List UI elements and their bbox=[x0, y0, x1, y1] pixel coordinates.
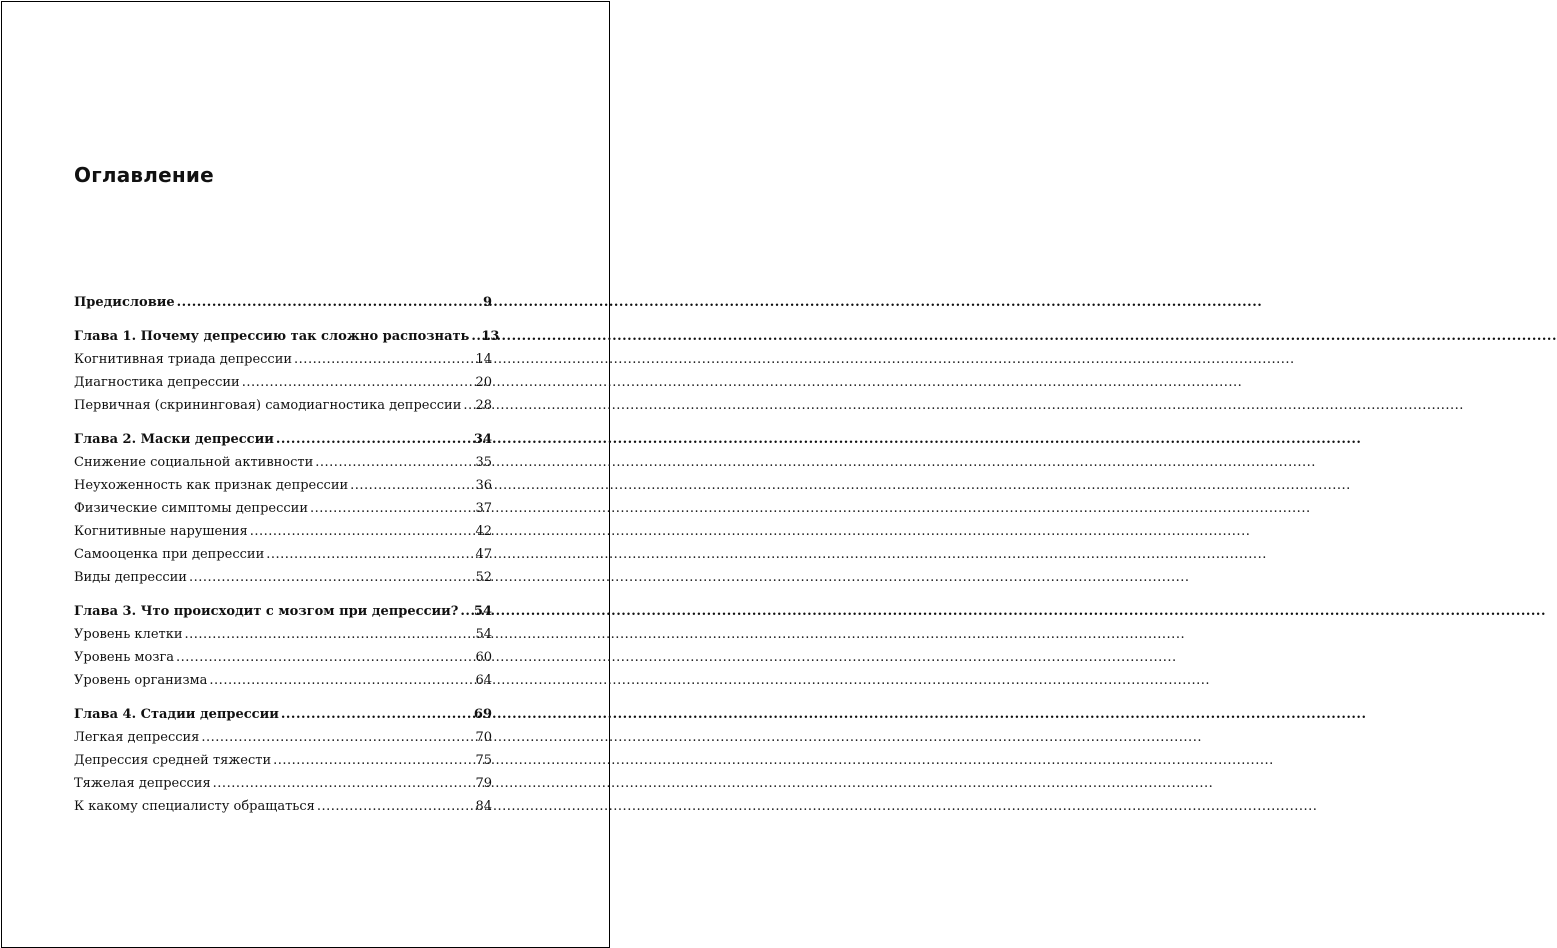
toc-entry-page: 13 bbox=[481, 329, 500, 344]
toc-entry-title: Первичная (скрининговая) самодиагностика депрессии bbox=[74, 398, 462, 413]
toc-entry-page: 47 bbox=[475, 547, 492, 562]
toc-entry-section[interactable] bbox=[74, 394, 492, 417]
toc-entry-page: 69 bbox=[473, 707, 492, 722]
dot-leader bbox=[189, 566, 473, 589]
dot-leader bbox=[201, 726, 473, 749]
toc-entry-section[interactable] bbox=[74, 543, 492, 566]
toc-entry-title: Глава 4. Стадии депрессии bbox=[74, 707, 279, 722]
toc-entry-title: Когнитивные нарушения bbox=[74, 524, 248, 539]
toc-entry-section[interactable] bbox=[74, 623, 492, 646]
toc-entry-title: Глава 3. Что происходит с мозгом при депрессии? bbox=[74, 604, 459, 619]
dot-leader bbox=[294, 348, 473, 371]
toc-entry-page: 28 bbox=[475, 398, 492, 413]
toc-entry-page: 37 bbox=[475, 501, 492, 516]
toc-entry-page: 54 bbox=[475, 627, 492, 642]
toc-entry-title: Легкая депрессия bbox=[74, 730, 200, 745]
toc-entry-page: 70 bbox=[475, 730, 492, 745]
toc-entry-section[interactable] bbox=[74, 520, 492, 543]
toc-entry-page: 75 bbox=[475, 753, 492, 768]
toc-entry-page: 54 bbox=[473, 604, 492, 619]
toc-entry-title: Когнитивная триада депрессии bbox=[74, 352, 293, 367]
toc-entry-title: Диагностика депрессии bbox=[74, 375, 240, 390]
toc-entry-section[interactable] bbox=[74, 646, 492, 669]
toc-entry-section[interactable] bbox=[74, 497, 492, 520]
dot-leader bbox=[209, 669, 473, 692]
toc-entry-title: Депрессия средней тяжести bbox=[74, 753, 272, 768]
dot-leader bbox=[266, 543, 473, 566]
toc-entry-section[interactable] bbox=[74, 669, 492, 692]
toc-entry-section[interactable] bbox=[74, 566, 492, 589]
toc-entry-page: 14 bbox=[475, 352, 492, 367]
toc-entry-page: 35 bbox=[475, 455, 492, 470]
toc-entry-section[interactable] bbox=[74, 772, 492, 795]
dot-leader bbox=[213, 772, 474, 795]
toc-entry-section[interactable] bbox=[74, 371, 492, 394]
toc-entry-preface[interactable] bbox=[74, 291, 492, 314]
dot-leader bbox=[471, 325, 479, 348]
toc-entry-section[interactable] bbox=[74, 451, 492, 474]
dot-leader bbox=[273, 749, 473, 772]
toc-entry-page: 64 bbox=[475, 673, 492, 688]
toc-entry-page: 79 bbox=[475, 776, 492, 791]
toc-entry-page: 9 bbox=[482, 295, 492, 310]
dot-leader bbox=[315, 451, 473, 474]
dot-leader bbox=[463, 394, 473, 417]
dot-leader bbox=[250, 520, 474, 543]
toc-entry-section[interactable] bbox=[74, 348, 492, 371]
toc-entry-page: 36 bbox=[475, 478, 492, 493]
dot-leader bbox=[276, 428, 472, 451]
toc-entry-title: Тяжелая депрессия bbox=[74, 776, 211, 791]
toc-entry-section[interactable] bbox=[74, 726, 492, 749]
dot-leader bbox=[317, 795, 474, 818]
dot-leader bbox=[185, 623, 474, 646]
toc-entry-page: 60 bbox=[475, 650, 492, 665]
toc-entry-section[interactable] bbox=[74, 795, 492, 818]
toc-entry-title: Уровень мозга bbox=[74, 650, 175, 665]
dot-leader bbox=[350, 474, 473, 497]
toc-entry-title: Неухоженность как признак депрессии bbox=[74, 478, 349, 493]
toc-entry-title: Уровень клетки bbox=[74, 627, 183, 642]
toc-entry-title: Глава 1. Почему депрессию так сложно распознать bbox=[74, 329, 470, 344]
toc-entry-section[interactable] bbox=[74, 474, 492, 497]
toc-entry-page: 20 bbox=[475, 375, 492, 390]
toc-entry-page: 42 bbox=[475, 524, 492, 539]
toc-entry-chapter-1[interactable] bbox=[74, 325, 500, 348]
dot-leader bbox=[177, 291, 476, 314]
toc-entry-title: Физические симптомы депрессии bbox=[74, 501, 308, 516]
dot-leader bbox=[310, 497, 473, 520]
toc-entry-chapter-4[interactable] bbox=[74, 703, 492, 726]
toc-entry-page: 34 bbox=[473, 432, 492, 447]
dot-leader bbox=[176, 646, 473, 669]
toc-entry-page: 52 bbox=[475, 570, 492, 585]
dot-leader bbox=[281, 703, 472, 726]
toc-entry-title: Глава 2. Маски депрессии bbox=[74, 432, 274, 447]
toc-entry-title: Самооценка при депрессии bbox=[74, 547, 265, 562]
toc-entry-title: К какому специалисту обращаться bbox=[74, 799, 315, 814]
toc-entry-chapter-3[interactable] bbox=[74, 600, 492, 623]
table-of-contents bbox=[74, 291, 500, 818]
toc-entry-title: Снижение социальной активности bbox=[74, 455, 314, 470]
dot-leader bbox=[460, 600, 472, 623]
toc-entry-page: 84 bbox=[475, 799, 492, 814]
toc-entry-chapter-2[interactable] bbox=[74, 428, 492, 451]
page-title: Оглавление bbox=[74, 163, 214, 187]
toc-entry-title: Уровень организма bbox=[74, 673, 208, 688]
toc-entry-section[interactable] bbox=[74, 749, 492, 772]
dot-leader bbox=[242, 371, 474, 394]
toc-entry-title: Предисловие bbox=[74, 295, 175, 310]
toc-entry-title: Виды депрессии bbox=[74, 570, 187, 585]
